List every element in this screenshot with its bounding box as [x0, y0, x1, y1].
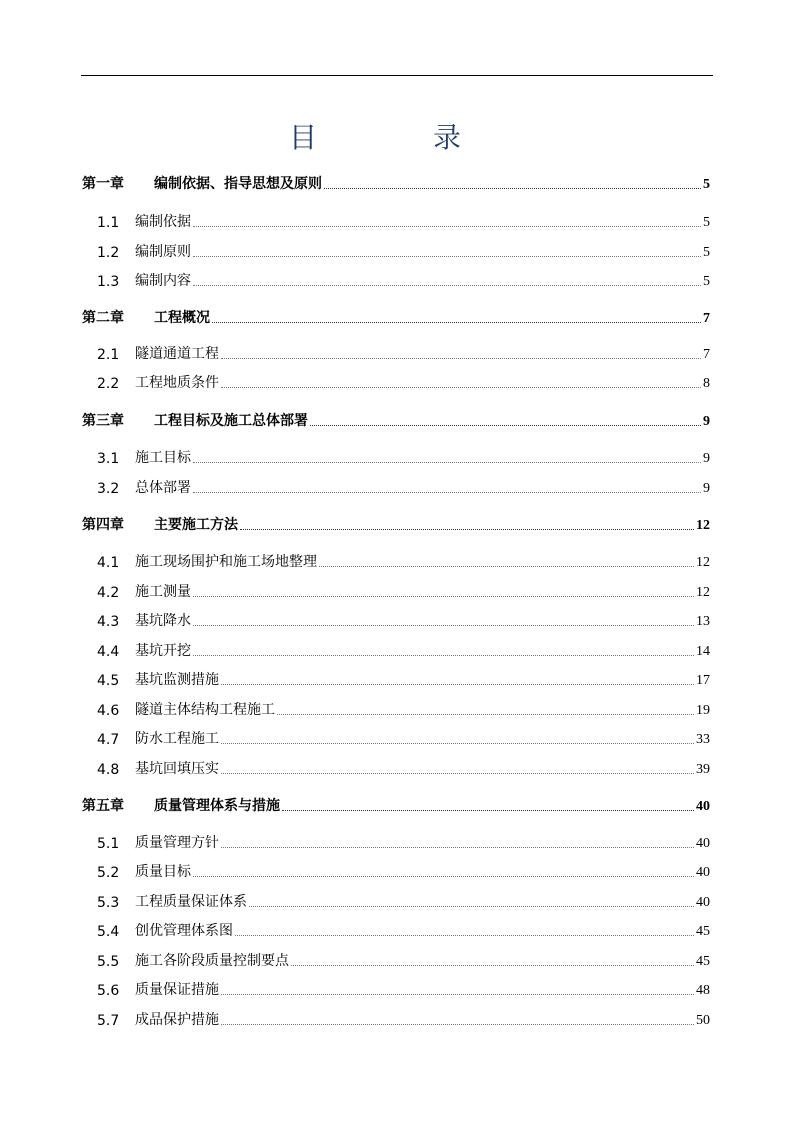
page-number: 5: [703, 245, 710, 260]
entry-title: 质量管理体系与措施: [154, 798, 280, 814]
dot-leader: [193, 226, 701, 227]
page-number: 14: [696, 644, 710, 659]
toc-section-entry[interactable]: [97, 551, 710, 571]
entry-number: 4.2: [97, 585, 120, 601]
entry-title: 编制依据: [135, 214, 191, 230]
entry-number: 5.4: [97, 924, 120, 940]
entry-title: 编制原则: [135, 244, 191, 260]
entry-title: 施工现场围护和施工场地整理: [135, 554, 317, 570]
toc-section-entry[interactable]: [97, 758, 710, 778]
dot-leader: [277, 714, 694, 715]
page-number: 8: [703, 376, 710, 391]
dot-leader: [193, 492, 701, 493]
entry-title: 防水工程施工: [135, 731, 219, 747]
page-number: 12: [696, 555, 710, 570]
toc-section-entry[interactable]: [97, 950, 710, 970]
page-number: 5: [703, 274, 710, 289]
entry-number: 1.2: [97, 245, 120, 261]
dot-leader: [193, 462, 701, 463]
entry-title: 工程地质条件: [135, 375, 219, 391]
entry-title: 主要施工方法: [154, 517, 238, 533]
entry-number: 1.3: [97, 274, 120, 290]
entry-number: 3.1: [97, 451, 120, 467]
entry-title: 施工目标: [135, 450, 191, 466]
dot-leader: [221, 773, 694, 774]
dot-leader: [193, 256, 701, 257]
entry-number: 5.6: [97, 983, 120, 999]
page-number: 40: [696, 799, 710, 814]
dot-leader: [319, 566, 694, 567]
entry-number: 4.7: [97, 732, 120, 748]
page-number: 40: [696, 895, 710, 910]
entry-title: 质量目标: [135, 864, 191, 880]
toc-chapter-entry[interactable]: [82, 173, 710, 193]
entry-title: 工程质量保证体系: [135, 894, 247, 910]
page-number: 5: [703, 215, 710, 230]
page-number: 39: [696, 762, 710, 777]
toc-chapter-entry[interactable]: [82, 307, 710, 327]
dot-leader: [221, 994, 694, 995]
toc-section-entry[interactable]: [97, 241, 710, 261]
page-number: 17: [696, 673, 710, 688]
entry-number: 4.3: [97, 614, 120, 630]
page-number: 9: [703, 481, 710, 496]
toc-section-entry[interactable]: [97, 728, 710, 748]
entry-number: 5.5: [97, 954, 120, 970]
toc-section-entry[interactable]: [97, 447, 710, 467]
entry-title: 施工测量: [135, 584, 191, 600]
entry-title: 创优管理体系图: [135, 923, 233, 939]
dot-leader: [310, 425, 701, 426]
toc-section-entry[interactable]: [97, 581, 710, 601]
entry-title: 基坑降水: [135, 613, 191, 629]
page-number: 12: [696, 585, 710, 600]
page-number: 13: [696, 614, 710, 629]
toc-chapter-entry[interactable]: [82, 795, 710, 815]
page-number: 7: [703, 347, 710, 362]
entry-number: 第一章: [82, 176, 124, 192]
entry-title: 质量保证措施: [135, 982, 219, 998]
dot-leader: [193, 655, 694, 656]
entry-number: 4.5: [97, 673, 120, 689]
entry-number: 5.1: [97, 836, 120, 852]
entry-title: 隧道主体结构工程施工: [135, 702, 275, 718]
entry-title: 基坑回填压实: [135, 761, 219, 777]
page-number: 12: [696, 518, 710, 533]
entry-number: 第四章: [82, 517, 124, 533]
entry-number: 4.6: [97, 703, 120, 719]
dot-leader: [221, 684, 694, 685]
entry-title: 基坑开挖: [135, 643, 191, 659]
dot-leader: [221, 743, 694, 744]
page-number: 45: [696, 954, 710, 969]
entry-number: 3.2: [97, 481, 120, 497]
entry-number: 5.2: [97, 865, 120, 881]
entry-title: 施工各阶段质量控制要点: [135, 953, 289, 969]
toc-section-entry[interactable]: [97, 1009, 710, 1029]
toc-section-entry[interactable]: [97, 477, 710, 497]
page-number: 45: [696, 924, 710, 939]
toc-section-entry[interactable]: [97, 920, 710, 940]
toc-section-entry[interactable]: [97, 669, 710, 689]
page-number: 50: [696, 1013, 710, 1028]
entry-number: 第二章: [82, 310, 124, 326]
page-number: 40: [696, 836, 710, 851]
entry-title: 工程目标及施工总体部署: [154, 413, 308, 429]
page-number: 33: [696, 732, 710, 747]
entry-title: 编制依据、指导思想及原则: [154, 176, 322, 192]
page-number: 48: [696, 983, 710, 998]
dot-leader: [240, 529, 694, 530]
dot-leader: [221, 847, 694, 848]
toc-section-entry[interactable]: [97, 372, 710, 392]
toc-section-entry[interactable]: [97, 270, 710, 290]
toc-section-entry[interactable]: [97, 211, 710, 231]
header-rule: [81, 75, 713, 76]
entry-number: 4.1: [97, 555, 120, 571]
entry-title: 编制内容: [135, 273, 191, 289]
toc-section-entry[interactable]: [97, 699, 710, 719]
page-number: 19: [696, 703, 710, 718]
entry-title: 成品保护措施: [135, 1012, 219, 1028]
toc-section-entry[interactable]: [97, 861, 710, 881]
entry-title: 隧道通道工程: [135, 346, 219, 362]
entry-number: 2.1: [97, 347, 120, 363]
entry-number: 1.1: [97, 215, 120, 231]
toc-section-entry[interactable]: [97, 343, 710, 363]
toc-chapter-entry[interactable]: [82, 410, 710, 430]
toc-chapter-entry[interactable]: [82, 514, 710, 534]
toc-section-entry[interactable]: [97, 979, 710, 999]
entry-title: 总体部署: [135, 480, 191, 496]
entry-number: 5.7: [97, 1013, 120, 1029]
entry-title: 质量管理方针: [135, 835, 219, 851]
dot-leader: [193, 285, 701, 286]
entry-number: 5.3: [97, 895, 120, 911]
toc-section-entry[interactable]: [97, 610, 710, 630]
dot-leader: [193, 876, 694, 877]
toc-section-entry[interactable]: [97, 891, 710, 911]
dot-leader: [221, 387, 701, 388]
toc-section-entry[interactable]: [97, 832, 710, 852]
entry-number: 第三章: [82, 413, 124, 429]
page-number: 40: [696, 865, 710, 880]
entry-number: 2.2: [97, 376, 120, 392]
entry-number: 4.8: [97, 762, 120, 778]
dot-leader: [193, 596, 694, 597]
dot-leader: [235, 935, 694, 936]
entry-title: 基坑监测措施: [135, 672, 219, 688]
entry-number: 4.4: [97, 644, 120, 660]
page-number: 9: [703, 451, 710, 466]
toc-title: 目 录: [288, 121, 505, 154]
entry-title: 工程概况: [154, 310, 210, 326]
toc-section-entry[interactable]: [97, 640, 710, 660]
dot-leader: [221, 1024, 694, 1025]
page-number: 7: [703, 311, 710, 326]
dot-leader: [212, 322, 701, 323]
entry-number: 第五章: [82, 798, 124, 814]
page-number: 9: [703, 414, 710, 429]
dot-leader: [249, 906, 694, 907]
dot-leader: [193, 625, 694, 626]
page-number: 5: [703, 177, 710, 192]
dot-leader: [291, 965, 694, 966]
dot-leader: [282, 810, 694, 811]
dot-leader: [324, 188, 701, 189]
dot-leader: [221, 358, 701, 359]
